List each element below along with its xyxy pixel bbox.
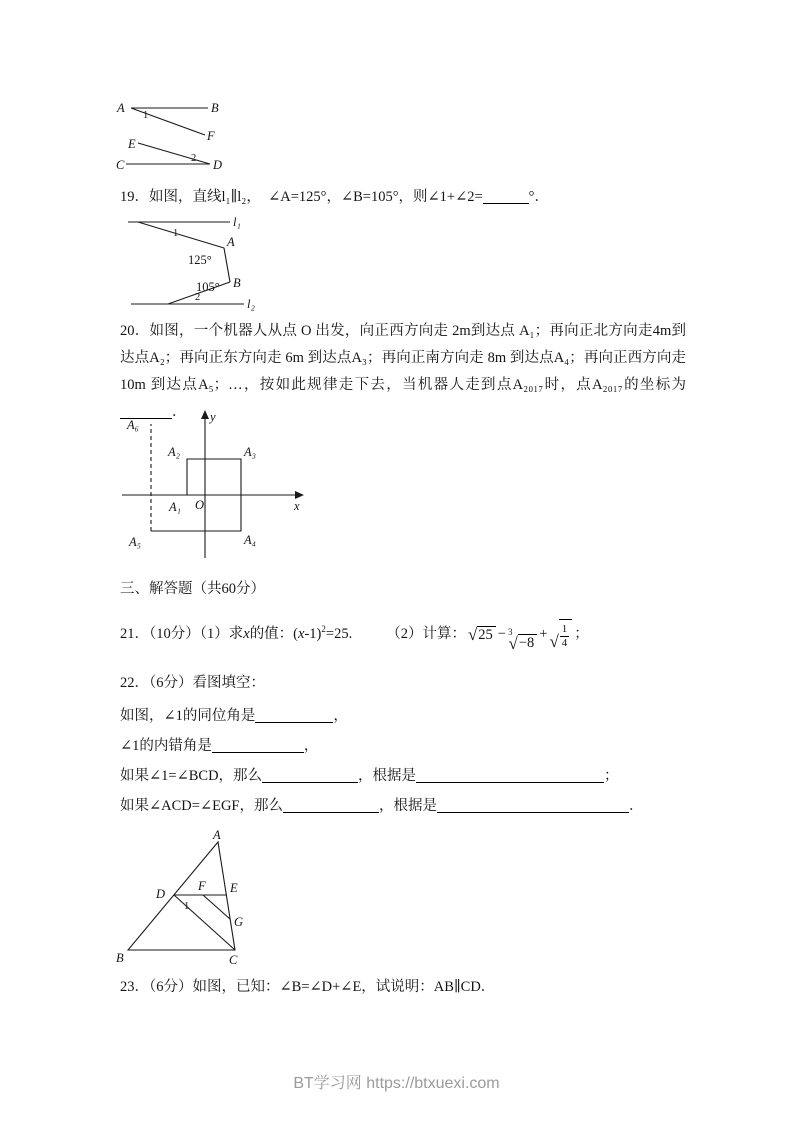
- question-21-mid2: -1): [304, 625, 322, 642]
- line-label-l2: l₂: [247, 297, 255, 311]
- figure-q22-svg: [110, 828, 255, 973]
- question-21-eq: =25.: [325, 625, 353, 642]
- point-label-A5: A₅: [129, 535, 141, 549]
- figure-q20-coordinate-plane: [112, 406, 312, 566]
- angle-label-105: 105°: [196, 280, 220, 294]
- root-index-3: 3: [507, 626, 513, 637]
- q22-line2-punct: ，: [303, 738, 319, 754]
- q22-line3-text-a: 如果∠1=∠BCD，那么: [120, 768, 263, 784]
- question-22-line3: [120, 765, 619, 788]
- radical-sign: √: [467, 625, 478, 645]
- radicand-fraction: [559, 619, 573, 649]
- figure-angle-rays: [115, 95, 240, 175]
- fraction-numerator: 1: [561, 623, 568, 636]
- point-label-C: C: [229, 953, 238, 967]
- q22-line4-blank-1: [283, 798, 379, 813]
- q22-line2-text: ∠1的内错角是: [120, 738, 212, 754]
- exponent-2: 2: [321, 624, 326, 634]
- point-label-A2: A₂: [168, 445, 180, 459]
- q22-line3-blank-2: [416, 768, 604, 783]
- origin-label-O: O: [195, 498, 205, 512]
- q22-line4-blank-2: [437, 798, 629, 813]
- operator-minus: −: [497, 625, 506, 642]
- figure-q19-svg: [118, 205, 268, 317]
- question-23: 23．（6分）如图，已知：∠B=∠D+∠E，试说明：AB∥CD．: [120, 979, 496, 995]
- fraction-denominator: 4: [561, 637, 568, 649]
- point-label-A3: A₃: [244, 445, 256, 459]
- q22-line4-text-b: ，根据是: [378, 798, 437, 814]
- figure-q22-triangle: [110, 828, 255, 973]
- point-label-E: E: [230, 881, 238, 895]
- question-20-suffix: ．: [172, 404, 187, 420]
- axis-label-y: y: [210, 410, 216, 424]
- question-19-text: 19．如图，直线l₁∥l₂， ∠A=125°，∠B=105°，则∠1+∠2=: [120, 189, 483, 205]
- point-label-A: A: [213, 828, 221, 842]
- q22-line1-blank: [255, 708, 333, 723]
- radicand-25: 25: [477, 626, 496, 644]
- point-label-A: A: [117, 101, 125, 115]
- q22-line3-text-b: ，根据是: [358, 768, 417, 784]
- figure-angle-rays-lines: [126, 108, 210, 164]
- y-axis-arrow: [201, 410, 209, 419]
- q22-line4-punct: ．: [628, 798, 644, 814]
- var-x: x: [243, 625, 250, 642]
- figure-q20-axes: [122, 414, 300, 558]
- sqrt-quarter: [549, 619, 572, 649]
- angle-label-1: 1: [143, 110, 149, 121]
- question-19-answer-blank: [483, 189, 529, 204]
- point-label-A1: A₁: [169, 500, 181, 514]
- point-label-F: F: [198, 879, 206, 893]
- figure-q20-svg: [112, 406, 312, 566]
- question-20-text: 20．如图，一个机器人从点 O 出发，向正西方向走 2m到达点 A₁；再向正北方向走4m到达点A₂；再向正东方向走 6m 到达点A₃；再向正南方向走 8m 到达点A₄；再向正西方向走 10m 到达点A₅；…，按如此规律走下去，当机器人走到点A₂₀₁₇时，点A₂₀₁₇的坐标为: [120, 323, 686, 393]
- point-label-C: C: [116, 158, 125, 172]
- line-label-l1: l₁: [233, 215, 241, 229]
- section-heading: 三、解答题（共60分）: [120, 581, 265, 597]
- axis-label-x: x: [294, 499, 300, 513]
- radical-sign: √: [508, 633, 518, 653]
- figure-q19-parallel-lines: [118, 205, 268, 317]
- angle-label-125: 125°: [188, 253, 212, 267]
- angle-label-2: 2: [191, 153, 197, 164]
- point-label-B: B: [211, 101, 219, 115]
- sqrt-25: [468, 626, 496, 644]
- q22-line3-punct: ；: [604, 768, 619, 784]
- point-label-A: A: [227, 235, 235, 249]
- angle-label-2: 2: [195, 292, 201, 303]
- question-22-head: 22．（6分）看图填空：: [120, 675, 265, 691]
- q22-line3-blank-1: [262, 768, 358, 783]
- angle-label-1: 1: [173, 228, 179, 239]
- question-21-calc-label: （2）计算：: [386, 625, 466, 642]
- point-label-F: F: [207, 129, 215, 143]
- q22-line2-blank: [212, 738, 304, 753]
- footer-watermark: BT学习网 https://btxuexi.com: [293, 1075, 500, 1092]
- question-22-line2: [120, 735, 318, 758]
- point-label-A4: A₄: [244, 533, 256, 547]
- radical-sign: √: [549, 631, 559, 651]
- point-label-B: B: [233, 276, 241, 290]
- point-label-D: D: [213, 158, 223, 172]
- point-label-E: E: [128, 137, 136, 151]
- question-21-mid: 的值：(: [249, 625, 299, 642]
- point-label-B: B: [116, 951, 124, 965]
- question-22-line1: [120, 705, 348, 728]
- question-21-lead: 21．（10分）（1）求: [120, 625, 244, 642]
- question-21: [120, 612, 760, 652]
- radicand-neg8: −8: [518, 634, 537, 652]
- question-19-unit: °．: [528, 189, 549, 205]
- fraction-1-4: [560, 623, 570, 649]
- cbrt-neg8: [508, 618, 537, 652]
- figure-q22-lines: [128, 842, 235, 950]
- x-axis-arrow: [295, 491, 304, 499]
- point-label-G: G: [234, 915, 244, 929]
- angle-label-1: 1: [184, 901, 190, 912]
- point-label-A6: A₆: [127, 418, 139, 432]
- question-22-line4: [120, 795, 643, 818]
- operator-plus: +: [539, 625, 548, 642]
- q22-line4-text-a: 如果∠ACD=∠EGF，那么: [120, 798, 283, 814]
- question-21-end: ；: [574, 625, 589, 642]
- figure-angle-rays-svg: [115, 95, 240, 175]
- q22-line1-punct: ，: [333, 708, 348, 724]
- point-label-D: D: [156, 887, 166, 901]
- var-x2: x: [298, 625, 305, 642]
- q22-line1-text: 如图，∠1的同位角是: [120, 708, 256, 724]
